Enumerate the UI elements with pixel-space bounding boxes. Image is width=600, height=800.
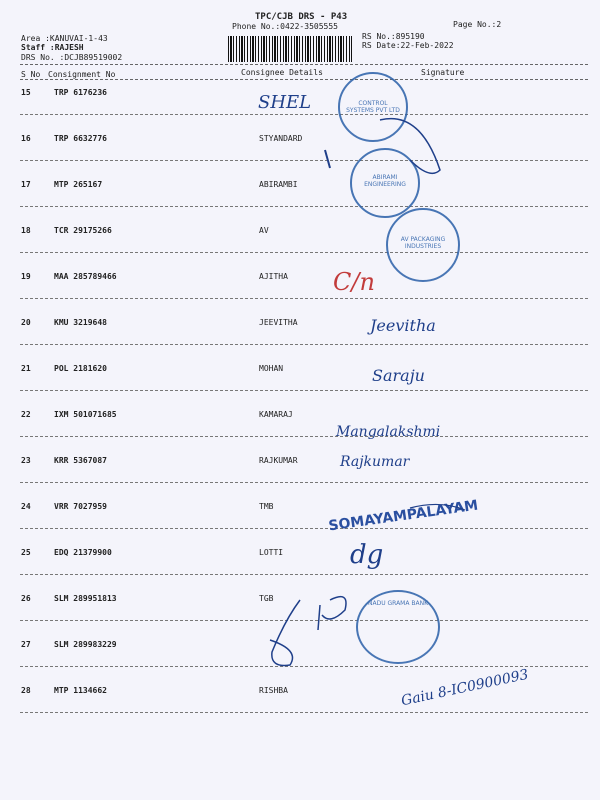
row-sno: 24 [21,502,31,511]
row-consignee: MOHAN [259,364,284,373]
row-sno: 27 [21,640,31,649]
row-consignment: MTP 265167 [54,180,103,189]
row-sno: 21 [21,364,31,373]
row-consignee: TMB [259,502,274,511]
signature: Mangalakshmi [336,424,441,440]
row-sno: 20 [21,318,31,327]
row-consignment: TCR 29175266 [54,226,112,235]
signature: C/n [333,268,375,296]
staff-label: Staff :RAJESH [21,43,84,52]
phone-number: Phone No.:0422-3505555 [232,22,338,31]
row-sno: 18 [21,226,31,235]
row-sno: 23 [21,456,31,465]
signature: Gaiu 8-IC0900093 [399,666,530,710]
row-consignee: STYANDARD [259,134,303,143]
row-sno: 17 [21,180,31,189]
signature: Rajkumar [340,454,410,470]
page-number: Page No.:2 [453,20,502,29]
col-signature: Signature [421,68,465,77]
signature: dg [350,540,384,570]
row-consignee: AV [259,226,269,235]
rs-number: RS No.:895190 [362,32,425,41]
area-label: Area :KANUVAI-1-43 [21,34,108,43]
row-consignee: TGB [259,594,274,603]
row-consignment: MAA 285789466 [54,272,117,281]
row-consignment: IXM 501071685 [54,410,117,419]
row-sno: 15 [21,88,31,97]
rs-date: RS Date:22-Feb-2022 [362,41,454,50]
row-sno: 25 [21,548,31,557]
signature: SHEL [258,92,312,113]
row-consignment: SLM 289983229 [54,640,117,649]
row-consignment: EDQ 21379900 [54,548,112,557]
col-sno: S No [21,70,41,79]
company-stamp: ABIRAMI ENGINEERING [350,148,420,218]
row-consignment: MTP 1134662 [54,686,107,695]
company-stamp: AV PACKAGING INDUSTRIES [386,208,460,282]
document-title: TPC/CJB DRS - P43 [255,12,348,22]
row-consignee: RAJKUMAR [259,456,298,465]
row-consignment: POL 2181620 [54,364,107,373]
company-stamp: CONTROL SYSTEMS PVT LTD [338,72,408,142]
somayampalayam-stamp: SOMAYAMPALAYAM [327,497,480,535]
row-sno: 22 [21,410,31,419]
signature: Saraju [372,366,425,385]
col-consignment: Consignment No [48,70,116,79]
drs-number: DRS No. :DCJB89519002 [21,53,123,62]
row-consignment: KMU 3219648 [54,318,107,327]
row-sno: 16 [21,134,31,143]
row-consignment: TRP 6176236 [54,88,107,97]
row-consignee: AJITHA [259,272,288,281]
row-consignee: KAMARAJ [259,410,293,419]
row-consignee: ABIRAMBI [259,180,298,189]
bank-stamp: NADU GRAMA BANK [356,590,440,664]
row-sno: 26 [21,594,31,603]
row-consignee: RISHBA [259,686,288,695]
signature: Jeevitha [370,316,436,335]
row-sno: 28 [21,686,31,695]
row-consignee: LOTTI [259,548,284,557]
col-consignee: Consignee Details [241,68,323,77]
row-consignment: TRP 6632776 [54,134,107,143]
row-consignment: SLM 289951813 [54,594,117,603]
row-consignment: VRR 7027959 [54,502,107,511]
row-consignee: JEEVITHA [259,318,298,327]
row-sno: 19 [21,272,31,281]
row-consignment: KRR 5367087 [54,456,107,465]
